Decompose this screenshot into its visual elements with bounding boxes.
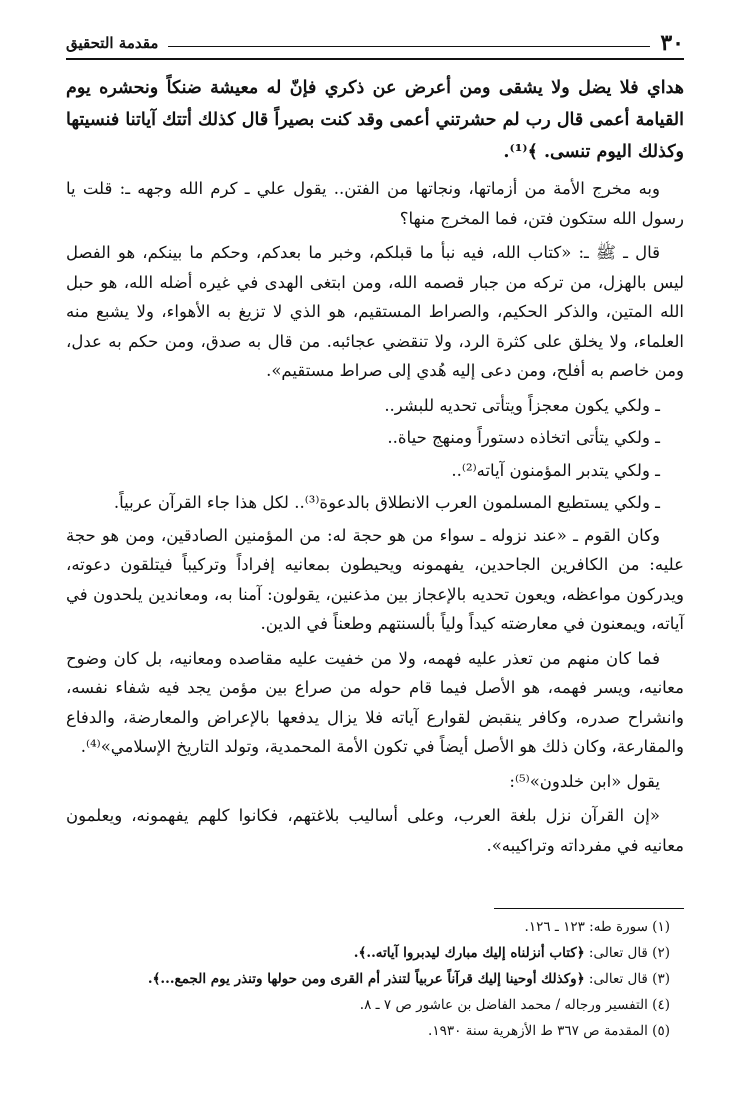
footnote-1 [66, 914, 684, 940]
header-rule [168, 46, 650, 47]
bullet-2: ـ ولكي يتأتى اتخاذه دستوراً ومنهج حياة.. [387, 428, 660, 447]
header-divider [66, 58, 684, 60]
footnote-5 [66, 1018, 684, 1044]
paragraph-4: فما كان منهم من تعذر عليه فهمه، ولا من خفيت عليه مقاصده ومعانيه، بل كان وضوح معانيه، ويسر فهمه، هو الأصل فيما قام حوله من صراع بين مؤمن يجد فيه شفاء نفسه، وانشراح صدره، وكافر ينقبض لقوارع آياته فلا يزال يدفعها بالإعراض والمعارضة، والدفاع والمقارعة، وكان ذلك هو الأصل أيضاً في تكون الأمة المحمدية، وتولد التاريخ الإسلامي»⁽⁴⁾. [66, 648, 684, 756]
footnotes [66, 914, 684, 1044]
page-body [66, 72, 684, 865]
footnote-1-text: (١) سورة طه: ١٢٣ ـ ١٢٦. [524, 919, 670, 935]
footnote-2-prefix: (٢) قال تعالى: [584, 945, 670, 961]
quran-passage: هداي فلا يضل ولا يشقى ومن أعرض عن ذكري فإنّ له معيشة ضنكاً ونحشره يوم القيامة أعمى قال رب لم حشرتني أعمى وقد كنت بصيراً قال كذلك أتتك آياتنا فنسيتها وكذلك اليوم تنسى. ﴾⁽¹⁾. [66, 78, 684, 162]
paragraph-5: يقول «ابن خلدون»⁽⁵⁾: [509, 771, 660, 791]
bullet-4: ـ ولكي يستطيع المسلمون العرب الانطلاق بالدعوة⁽³⁾.. لكل هذا جاء القرآن عربياً. [113, 493, 660, 512]
footnote-4-text: (٤) التفسير ورجاله / محمد الفاضل بن عاشور ص ٧ ـ ٨. [359, 997, 670, 1013]
running-title: مقدمة التحقيق [66, 34, 159, 52]
footnote-5-text: (٥) المقدمة ص ٣٦٧ ط الأزهرية سنة ١٩٣٠. [428, 1023, 670, 1039]
paragraph-6: «إن القرآن نزل بلغة العرب، وعلى أساليب بلاغتهم، فكانوا كلهم يفهمونه، ويعلمون معانيه في مفرداته وتراكيبه». [66, 806, 684, 855]
paragraph-1: وبه مخرج الأمة من أزماتها، ونجاتها من الفتن.. يقول علي ـ كرم الله وجهه ـ: قلت يا رسول الله ستكون فتن، فما المخرج منها؟ [66, 179, 684, 228]
paragraph-3: وكان القوم ـ «عند نزوله ـ سواء من هو حجة له: من المؤمنين الصادقين، ومن هو حجة عليه: من الكافرين الجاحدين، يفهمونه ويحيطون بمعانيه إفراداً وتركيباً فيتلقون دعوته، ويدركون مواعظه، ويعون تحديه بالإعجاز بين مذعنين، يقولون: آمنا به، ومعاندين يلحدون في آياته، ويمعنون في معارضته كيداً ولياً بألسنتهم وطعناً في الدين. [66, 525, 684, 633]
footnote-3 [66, 966, 684, 992]
footnote-4 [66, 992, 684, 1018]
bullet-3: ـ ولكي يتدبر المؤمنون آياته⁽²⁾.. [451, 460, 660, 480]
footnote-3-prefix: (٣) قال تعالى: [584, 971, 670, 987]
footnote-2 [66, 940, 684, 966]
paragraph-2: قال ـ ﷺ ـ: «كتاب الله، فيه نبأ ما قبلكم، وخبر ما بعدكم، وحكم ما بينكم، هو الفصل ليس بالهزل، من تركه من جبار قصمه الله، ومن ابتغى الهدى في غيره أضله الله، هو حبل الله المتين، والذكر الحكيم، والصراط المستقيم، هو الذي لا تزيغ به الأهواء، ولا يشبع منه العلماء، ولا يخلق على كثرة الرد، ولا تنقضي عجائبه. من قال به صدق، ومن حكم به عدل، ومن خاصم به أفلح، ومن دعى إليه هُدي إلى صراط مستقيم». [66, 243, 684, 380]
footnote-2-verse: ﴿كتاب أنزلناه إليك مبارك ليدبروا آياته..﴾. [353, 945, 585, 961]
page-number: ٣٠ [660, 30, 684, 56]
footnote-rule [494, 908, 684, 909]
bullet-1: ـ ولكي يكون معجزاً ويتأتى تحديه للبشر.. [384, 395, 660, 415]
running-header [66, 28, 684, 58]
footnote-3-verse: ﴿وكذلك أوحينا إليك قرآناً عربياً لتنذر أم القرى ومن حولها وتنذر يوم الجمع...﴾. [147, 971, 585, 987]
